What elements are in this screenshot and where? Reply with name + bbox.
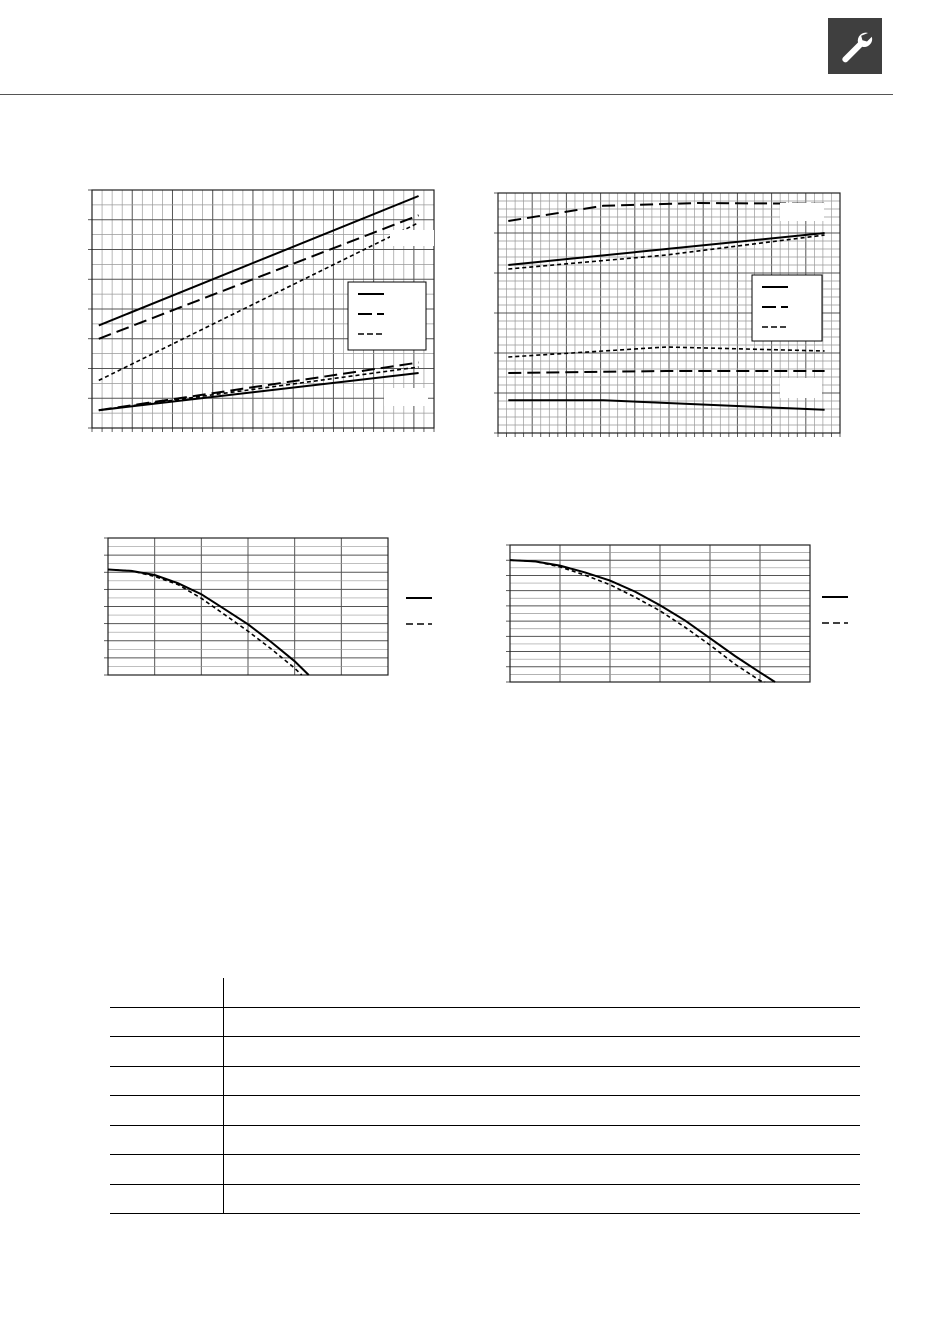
table-row (110, 1155, 860, 1185)
chart-bottom-left (108, 538, 388, 681)
table-cell-value (224, 1184, 861, 1214)
table-row (110, 978, 860, 1007)
series-line-1 (508, 203, 824, 221)
table-cell-label (110, 978, 224, 1007)
table-row (110, 1037, 860, 1067)
tool-badge (828, 18, 882, 74)
spec-table (110, 978, 860, 1214)
table-cell-label (110, 1096, 224, 1126)
label-mask (384, 388, 428, 406)
legend (752, 275, 822, 341)
label-mask (390, 230, 434, 246)
table-cell-label (110, 1037, 224, 1067)
table-cell-value (224, 1037, 861, 1067)
table-cell-label (110, 1125, 224, 1155)
series-line-2 (108, 570, 302, 676)
header-rule (0, 94, 893, 95)
label-mask (780, 203, 824, 221)
table-row (110, 1125, 860, 1155)
table-cell-value (224, 1155, 861, 1185)
table-cell-value (224, 1007, 861, 1037)
table-cell-value (224, 1125, 861, 1155)
table-cell-value (224, 1096, 861, 1126)
table-cell-label (110, 1184, 224, 1214)
chart-svg (108, 538, 388, 681)
table-cell-value (224, 1066, 861, 1096)
table-row (110, 1184, 860, 1214)
series-line-5 (508, 371, 824, 373)
label-mask (780, 378, 822, 398)
table-cell-label (110, 1007, 224, 1037)
legend (406, 598, 432, 624)
chart-svg (92, 190, 434, 434)
table-cell-label (110, 1066, 224, 1096)
series-line-5 (99, 363, 419, 411)
series-line-3 (508, 235, 824, 269)
chart-svg (498, 193, 840, 439)
series-line-1 (108, 570, 309, 676)
gridlines (104, 538, 388, 675)
chart-bottom-right (510, 545, 810, 688)
legend-box (348, 282, 426, 350)
legend (822, 597, 848, 623)
table-cell-value (224, 978, 861, 1007)
table-row (110, 1007, 860, 1037)
chart-top-left (92, 190, 434, 434)
wrench-icon (835, 26, 875, 66)
series-line-4 (99, 373, 419, 410)
chart-svg (510, 545, 810, 688)
legend (348, 282, 426, 350)
chart-top-right (498, 193, 840, 439)
series-line-6 (508, 400, 824, 410)
series-line-4 (508, 347, 824, 357)
table-row (110, 1066, 860, 1096)
table-row (110, 1096, 860, 1126)
table-cell-label (110, 1155, 224, 1185)
